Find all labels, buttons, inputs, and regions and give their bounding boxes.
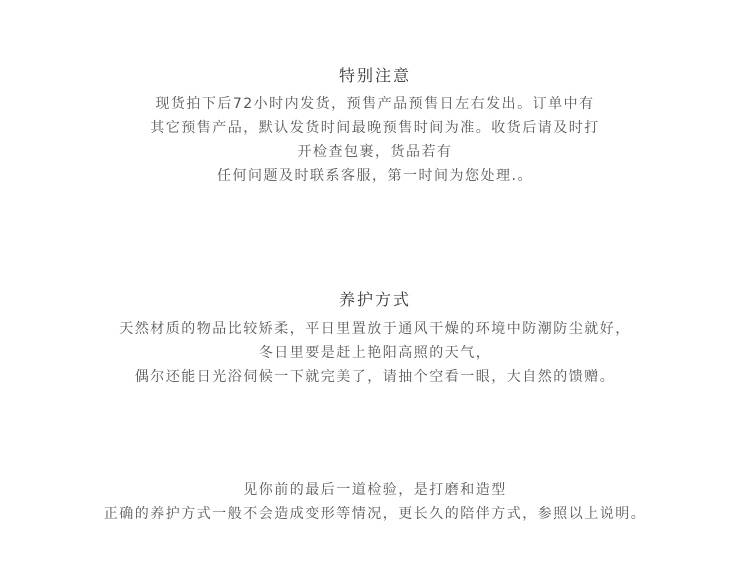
special-notice-title: 特别注意 bbox=[338, 66, 411, 85]
special-notice-line: 任何问题及时联系客服，第一时间为您处理.。 bbox=[217, 168, 533, 184]
special-notice-line: 开检查包裹，货品若有 bbox=[297, 144, 453, 160]
care-method-section bbox=[0, 290, 750, 389]
care-method-line: 偶尔还能日光浴伺候一下就完美了，请抽个空看一眼，大自然的馈赠。 bbox=[134, 369, 616, 385]
final-inspection-section bbox=[0, 478, 750, 526]
final-inspection-line: 正确的养护方式一般不会造成变形等情况，更长久的陪伴方式，参照以上说明。 bbox=[103, 506, 647, 522]
special-notice-line: 其它预售产品，默认发货时间最晚预售时间为准。收货后请及时打 bbox=[150, 120, 600, 136]
care-method-line: 天然材质的物品比较矫柔，平日里置放于通风干燥的环境中防潮防尘就好， bbox=[119, 321, 631, 337]
special-notice-line: 现货拍下后72小时内发货，预售产品预售日左右发出。订单中有 bbox=[155, 96, 595, 112]
care-method-title: 养护方式 bbox=[338, 290, 411, 309]
final-inspection-line: 见你前的最后一道检验，是打磨和造型 bbox=[243, 482, 507, 498]
care-method-line: 冬日里要是赶上艳阳高照的天气， bbox=[258, 345, 492, 361]
special-notice-section bbox=[0, 66, 750, 188]
